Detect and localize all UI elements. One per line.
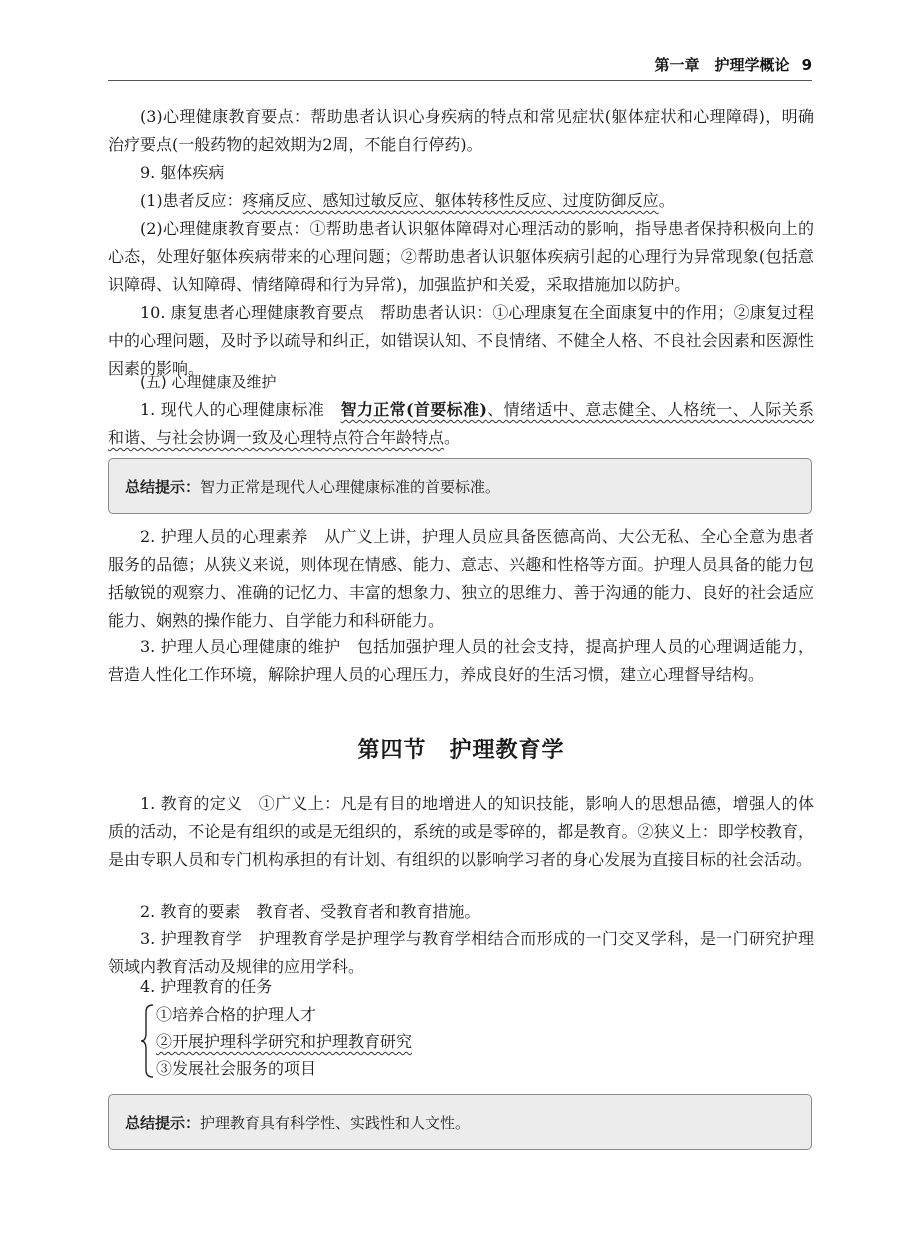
nursing-education: 3. 护理教育学 护理教育学是护理学与教育学相结合而形成的一门交叉学科，是一门研究护理领域内教育活动及规律的应用学科。 — [108, 929, 814, 976]
task-item-2 — [156, 1028, 412, 1055]
item-9-1-prefix: (1)患者反应： — [140, 191, 243, 210]
subsection-5-title — [108, 368, 814, 396]
task-item-2-text: ②开展护理科学研究和护理教育研究 — [156, 1032, 413, 1051]
tip-label-2: 总结提示： — [125, 1113, 201, 1132]
paragraph-mental-education: (3)心理健康教育要点：帮助患者认识心身疾病的特点和常见症状(躯体症状和心理障碍)，明确治疗要点(一般药物的起效期为2周，不能自行停药)。 — [108, 107, 814, 154]
tip-text-1: 智力正常是现代人心理健康标准的首要标准。 — [200, 477, 501, 496]
mental-health-standard — [108, 396, 814, 452]
summary-tip-box-1 — [108, 458, 812, 514]
tip-text-2: 护理教育具有科学性、实践性和人文性。 — [200, 1113, 471, 1132]
task-item-3: ③发展社会服务的项目 — [156, 1059, 317, 1078]
item-9-title: 9. 躯体疾病 — [140, 163, 225, 182]
standard-rest: 、情绪适中、意志健全、人格统一、人际关系和谐、与社会协调一致及心理特点符合年龄特点 — [108, 400, 814, 447]
running-head — [108, 54, 812, 81]
chapter-title: 第一章 护理学概论 — [654, 56, 790, 74]
standard-end: 。 — [444, 428, 461, 447]
standard-bold: 智力正常(首要标准) — [340, 400, 487, 419]
tasks-title: 4. 护理教育的任务 — [140, 977, 273, 996]
section-title: 第四节 护理教育学 — [357, 737, 565, 763]
standard-prefix: 1. 现代人的心理健康标准 — [140, 400, 341, 419]
item-10: 10. 康复患者心理健康教育要点 帮助患者认识：①心理康复在全面康复中的作用；②康复过程中的心理问题，及时予以疏导和纠正，如错误认知、不良情绪、不健全人格、不良社会因素和医源性因素的影响。 — [108, 303, 814, 378]
tip-label-1: 总结提示： — [125, 477, 201, 496]
tasks-items — [156, 1001, 412, 1082]
left-brace-icon — [140, 1003, 156, 1079]
subsection-5-label: (五) 心理健康及维护 — [140, 373, 277, 391]
education-definition: 1. 教育的定义 ①广义上：凡是有目的地增进人的知识技能，影响人的思想品德，增强人的体质的活动，不论是有组织的或是无组织的，系统的或是零碎的，都是教育。②狭义上：即学校教育，是由专职人员和专门机构承担的有计划、有组织的以影响学习者的身心发展为直接目标的社会活动。 — [108, 794, 814, 869]
item-9-1-underlined: 疼痛反应、感知过敏反应、躯体转移性反应、过度防御反应 — [242, 191, 659, 210]
nurse-maintain: 3. 护理人员心理健康的维护 包括加强护理人员的社会支持，提高护理人员的心理调适能力，营造人性化工作环境，解除护理人员的心理压力，养成良好的生活习惯，建立心理督导结构。 — [108, 637, 814, 684]
item-9-1 — [108, 187, 814, 215]
item-9-2: (2)心理健康教育要点：①帮助患者认识躯体障碍对心理活动的影响，指导患者保持积极向上的心态，处理好躯体疾病带来的心理问题；②帮助患者认识躯体疾病引起的心理行为异常现象(包括意识障碍、认知障碍、情绪障碍和行为异常)，加强监护和关爱，采取措施加以防护。 — [108, 219, 814, 294]
page-number: 9 — [801, 56, 812, 74]
nurse-quality: 2. 护理人员的心理素养 从广义上讲，护理人员应具备医德高尚、大公无私、全心全意为患者服务的品德；从狭义来说，则体现在情感、能力、意志、兴趣和性格等方面。护理人员具备的能力包括敏锐的观察力、准确的记忆力、丰富的想象力、独立的思维力、善于沟通的能力、良好的社会适应能力、娴熟的操作能力、自学能力和科研能力。 — [108, 527, 814, 630]
education-elements: 2. 教育的要素 教育者、受教育者和教育措施。 — [140, 902, 481, 921]
summary-tip-box-2 — [108, 1094, 812, 1150]
item-9-1-suffix: 。 — [658, 191, 675, 210]
task-item-1: ①培养合格的护理人才 — [156, 1005, 317, 1024]
